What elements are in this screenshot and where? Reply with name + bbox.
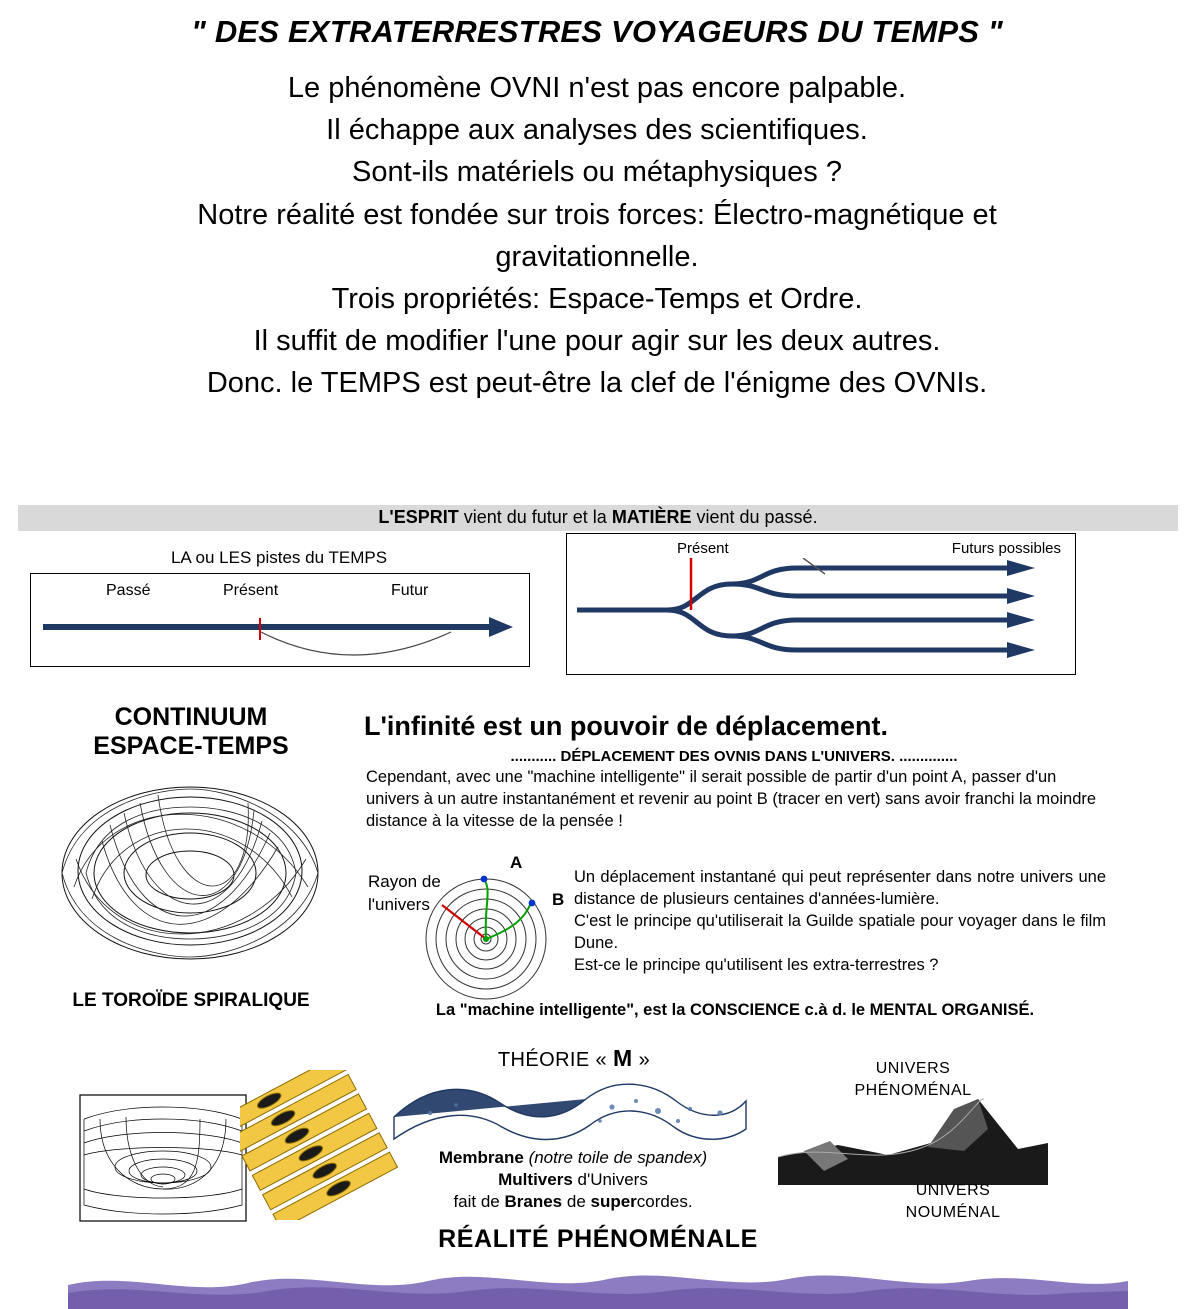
- theory-m-letter: M: [613, 1045, 633, 1071]
- universe-noumenal-line2: NOUMÉNAL: [905, 1203, 1001, 1221]
- page-title: " DES EXTRATERRESTRES VOYAGEURS DU TEMPS ": [191, 14, 1003, 49]
- futures-diagram: [566, 533, 1076, 675]
- reality-footer: RÉALITÉ PHÉNOMÉNALE: [438, 1225, 758, 1253]
- right-paragraph-3: Est-ce le principe qu'utilisent les extra-terrestres ?: [574, 955, 939, 974]
- branes-word: Branes: [504, 1192, 563, 1212]
- universe-phenomenal-line1: UNIVERS: [875, 1060, 951, 1077]
- banner-esprit: L'ESPRIT: [378, 507, 459, 527]
- universe-phenomenal-label: [808, 1058, 1018, 1101]
- rayon-label-line2: l'univers: [368, 894, 430, 914]
- membrane-caption-line3: [348, 1191, 798, 1213]
- infinity-title: L'infinité est un pouvoir de déplacement.: [364, 711, 888, 741]
- infinity-right-paragraphs: [574, 867, 1106, 977]
- intro-text-block: [0, 0, 1194, 404]
- intro-line-7: Il suffit de modifier l'une pour agir sur les deux autres.: [253, 325, 941, 358]
- intro-line-5: gravitationnelle.: [495, 240, 699, 273]
- intro-line-8: Donc. le TEMPS est peut-être la clef de l'énigme des OVNIs.: [206, 367, 988, 400]
- banner-end: vient du passé.: [691, 507, 818, 527]
- branes-prefix: fait de: [453, 1192, 505, 1212]
- multivers-word: Multivers: [498, 1170, 573, 1190]
- membrane-illustration: [390, 1077, 750, 1145]
- timeline-label-present: Présent: [223, 582, 279, 599]
- continuum-line2: ESPACE-TEMPS: [93, 731, 289, 760]
- universe-noumenal-line1: UNIVERS: [915, 1182, 991, 1199]
- spiral-universe-illustration: [418, 865, 558, 1005]
- toroid-caption: LE TOROÏDE SPIRALIQUE: [72, 990, 310, 1011]
- theory-m-prefix: THÉORIE «: [497, 1049, 614, 1071]
- timeline-curve: [31, 574, 529, 666]
- toroid-illustration: [40, 763, 340, 983]
- theory-m-suffix: »: [632, 1049, 651, 1071]
- rayon-label-line1: Rayon de: [368, 872, 441, 891]
- multivers-rest: d'Univers: [572, 1170, 648, 1190]
- banner-matiere: MATIÈRE: [611, 507, 692, 527]
- timeline-label-passe: Passé: [106, 582, 151, 599]
- banner-middle: vient du futur et la: [458, 507, 612, 527]
- intro-line-4: Notre réalité est fondée sur trois forces: Électro-magnétique et: [197, 198, 997, 231]
- spacetime-funnel-illustration: [78, 1093, 248, 1223]
- subtitle-dots-right: ..............: [899, 748, 958, 765]
- membrane-word: Membrane: [438, 1148, 524, 1167]
- infinity-paragraph: Cependant, avec une "machine intelligente" il serait possible de partir d'un point A, passer d'un univers à un autre instantanément et revenir au point B (tracer en vert) sans avoir franchi la moindre distance à la vitesse de la pensée !: [366, 768, 1097, 830]
- super-word: super: [590, 1192, 637, 1212]
- timeline-label-futur: Futur: [391, 582, 429, 599]
- membrane-caption-line1: [348, 1147, 798, 1169]
- subtitle-dots-left: ...........: [510, 748, 557, 765]
- timeline-diagram: [30, 573, 530, 667]
- point-a-label: A: [510, 853, 523, 872]
- intro-line-1: Le phénomène OVNI n'est pas encore palpable.: [287, 72, 907, 104]
- theory-m-label: [364, 1045, 784, 1072]
- point-b-label: B: [552, 890, 565, 909]
- purple-wave-band: [68, 1267, 1128, 1309]
- membrane-spandex: (notre toile de spandex): [523, 1148, 708, 1167]
- intro-line-3: Sont-ils matériels ou métaphysiques ?: [351, 156, 842, 189]
- banner-text: [18, 507, 1178, 528]
- intro-line-2: Il échappe aux analyses des scientifiques.: [326, 114, 868, 147]
- universe-noumenal-label: [848, 1180, 1058, 1223]
- timeline-caption: LA ou LES pistes du TEMPS: [170, 548, 388, 567]
- branes-mid: de: [562, 1192, 591, 1212]
- futures-label-present: Présent: [677, 540, 729, 557]
- continuum-title: [36, 703, 346, 761]
- infinity-subtitle: [364, 748, 1104, 765]
- machine-intelligente-line: La "machine intelligente", est la CONSCIENCE c.à d. le MENTAL ORGANISÉ.: [435, 1001, 1035, 1019]
- futures-branches: [567, 558, 1073, 674]
- membrane-caption: [348, 1147, 798, 1213]
- cordes-word: cordes.: [636, 1192, 693, 1212]
- subtitle-text: DÉPLACEMENT DES OVNIS DANS L'UNIVERS.: [560, 748, 895, 765]
- right-paragraph-2: C'est le principe qu'utiliserait la Guilde spatiale pour voyager dans le film Dune.: [574, 911, 1106, 952]
- futures-label-possible: Futurs possibles: [951, 540, 1061, 557]
- right-paragraph-1: Un déplacement instantané qui peut représenter dans notre univers une distance de plusieurs centaines d'années-lumière.: [574, 868, 1106, 908]
- continuum-line1: CONTINUUM: [114, 703, 268, 731]
- membrane-caption-line2: [348, 1169, 798, 1191]
- figure-panel: [18, 505, 1178, 1305]
- universe-phenomenal-line2: PHÉNOMÉNAL: [854, 1081, 972, 1099]
- intro-line-6: Trois propriétés: Espace-Temps et Ordre.: [331, 282, 863, 315]
